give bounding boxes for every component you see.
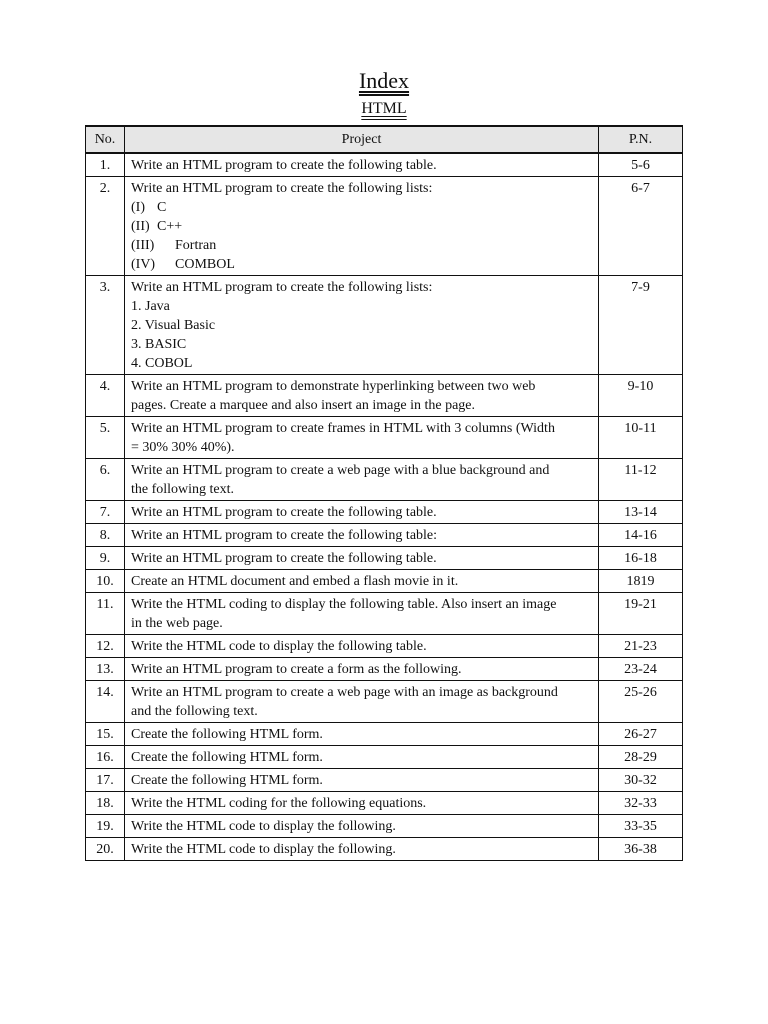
row-number: 7.: [86, 501, 125, 524]
row-page-number: 6-7: [599, 177, 683, 276]
project-line: Create the following HTML form.: [131, 750, 323, 765]
table-row: [86, 681, 683, 723]
row-page-number: 9-10: [599, 375, 683, 417]
project-line: Write an HTML program to create the following table:: [131, 528, 438, 543]
project-line: 2. Visual Basic: [131, 318, 216, 333]
project-line: and the following text.: [131, 704, 258, 719]
list-marker: (II): [131, 219, 150, 234]
index-table-body: [86, 153, 683, 861]
project-line: the following text.: [131, 482, 235, 497]
row-project: [125, 769, 599, 792]
project-line: 3. BASIC: [131, 337, 187, 352]
row-number: 9.: [86, 547, 125, 570]
row-number: 16.: [86, 746, 125, 769]
row-page-number: 16-18: [599, 547, 683, 570]
list-text: C++: [157, 219, 183, 234]
row-page-number: 25-26: [599, 681, 683, 723]
row-project: [125, 547, 599, 570]
row-project: [125, 815, 599, 838]
project-line: Write an HTML program to create the following lists:: [131, 280, 433, 295]
row-number: 11.: [86, 593, 125, 635]
table-row: [86, 570, 683, 593]
row-page-number: 14-16: [599, 524, 683, 547]
row-number: 18.: [86, 792, 125, 815]
row-page-number: 32-33: [599, 792, 683, 815]
row-number: 19.: [86, 815, 125, 838]
row-project: [125, 570, 599, 593]
row-page-number: 7-9: [599, 276, 683, 375]
row-page-number: 30-32: [599, 769, 683, 792]
row-number: 15.: [86, 723, 125, 746]
table-row: [86, 723, 683, 746]
table-row: [86, 658, 683, 681]
row-project: [125, 375, 599, 417]
table-row: [86, 769, 683, 792]
row-page-number: 11-12: [599, 459, 683, 501]
row-project: [125, 658, 599, 681]
table-row: [86, 792, 683, 815]
list-text: C: [157, 200, 167, 215]
row-project: [125, 276, 599, 375]
table-row: [86, 459, 683, 501]
project-line: Write an HTML program to create the following table.: [131, 551, 437, 566]
row-number: 2.: [86, 177, 125, 276]
table-row: [86, 417, 683, 459]
list-text: Fortran: [175, 238, 217, 253]
header-project: Project: [125, 126, 599, 153]
project-line: Write the HTML code to display the following.: [131, 819, 396, 834]
row-project: [125, 153, 599, 177]
list-marker: (IV): [131, 257, 156, 272]
row-number: 12.: [86, 635, 125, 658]
project-line: 1. Java: [131, 299, 170, 314]
row-number: 14.: [86, 681, 125, 723]
project-line: Write the HTML code to display the following.: [131, 842, 396, 857]
project-line: = 30% 30% 40%).: [131, 440, 235, 455]
header-no: No.: [86, 126, 125, 153]
table-row: [86, 593, 683, 635]
table-row: [86, 746, 683, 769]
table-row: [86, 838, 683, 861]
row-page-number: 23-24: [599, 658, 683, 681]
row-number: 10.: [86, 570, 125, 593]
row-number: 13.: [86, 658, 125, 681]
row-project: [125, 459, 599, 501]
row-number: 5.: [86, 417, 125, 459]
project-line: Write the HTML code to display the following table.: [131, 639, 427, 654]
page-title: [0, 68, 768, 94]
row-project: [125, 524, 599, 547]
row-page-number: 28-29: [599, 746, 683, 769]
table-row: [86, 524, 683, 547]
project-line: 4. COBOL: [131, 356, 193, 371]
row-page-number: 5-6: [599, 153, 683, 177]
table-row: [86, 177, 683, 276]
row-number: 20.: [86, 838, 125, 861]
row-project: [125, 177, 599, 276]
row-page-number: 26-27: [599, 723, 683, 746]
page-subtitle-text: HTML: [361, 100, 407, 117]
project-line: pages. Create a marquee and also insert an image in the page.: [131, 398, 476, 413]
row-page-number: 33-35: [599, 815, 683, 838]
row-page-number: 21-23: [599, 635, 683, 658]
list-item: [131, 255, 592, 274]
project-line: Write the HTML coding for the following equations.: [131, 796, 427, 811]
list-item: [131, 217, 592, 236]
index-table-header-row: [86, 126, 683, 153]
project-line: Write an HTML program to create frames in HTML with 3 columns (Width: [131, 421, 555, 436]
list-marker: (I): [131, 200, 145, 215]
list-text: COMBOL: [175, 257, 235, 272]
project-line: Write an HTML program to create the following table.: [131, 505, 437, 520]
row-number: 1.: [86, 153, 125, 177]
row-project: [125, 501, 599, 524]
row-project: [125, 681, 599, 723]
row-number: 17.: [86, 769, 125, 792]
project-line: Create the following HTML form.: [131, 773, 323, 788]
table-row: [86, 501, 683, 524]
table-row: [86, 153, 683, 177]
list-item: [131, 236, 592, 255]
list-item: [131, 198, 592, 217]
index-table: [85, 125, 683, 861]
row-number: 3.: [86, 276, 125, 375]
table-row: [86, 815, 683, 838]
row-number: 4.: [86, 375, 125, 417]
project-line: Write an HTML program to create the following lists:: [131, 181, 433, 196]
row-project: [125, 723, 599, 746]
row-project: [125, 417, 599, 459]
row-project: [125, 635, 599, 658]
row-page-number: 10-11: [599, 417, 683, 459]
project-line: Write an HTML program to create a form as the following.: [131, 662, 462, 677]
project-line: in the web page.: [131, 616, 223, 631]
page-title-text: Index: [358, 68, 410, 93]
list-marker: (III): [131, 238, 155, 253]
row-number: 8.: [86, 524, 125, 547]
row-project: [125, 838, 599, 861]
project-line: Create an HTML document and embed a flash movie in it.: [131, 574, 459, 589]
table-row: [86, 375, 683, 417]
row-project: [125, 593, 599, 635]
project-line: Write an HTML program to demonstrate hyperlinking between two web: [131, 379, 536, 394]
header-page-number: P.N.: [599, 126, 683, 153]
page-subtitle: [0, 99, 768, 119]
row-page-number: 19-21: [599, 593, 683, 635]
row-page-number: 1819: [599, 570, 683, 593]
project-line: Write the HTML coding to display the following table. Also insert an image: [131, 597, 557, 612]
project-line: Create the following HTML form.: [131, 727, 323, 742]
table-row: [86, 276, 683, 375]
project-line: Write an HTML program to create a web page with an image as background: [131, 685, 558, 700]
row-project: [125, 746, 599, 769]
row-page-number: 13-14: [599, 501, 683, 524]
row-number: 6.: [86, 459, 125, 501]
project-line: Write an HTML program to create the following table.: [131, 158, 437, 173]
table-row: [86, 547, 683, 570]
project-line: Write an HTML program to create a web page with a blue background and: [131, 463, 550, 478]
row-page-number: 36-38: [599, 838, 683, 861]
table-row: [86, 635, 683, 658]
row-project: [125, 792, 599, 815]
